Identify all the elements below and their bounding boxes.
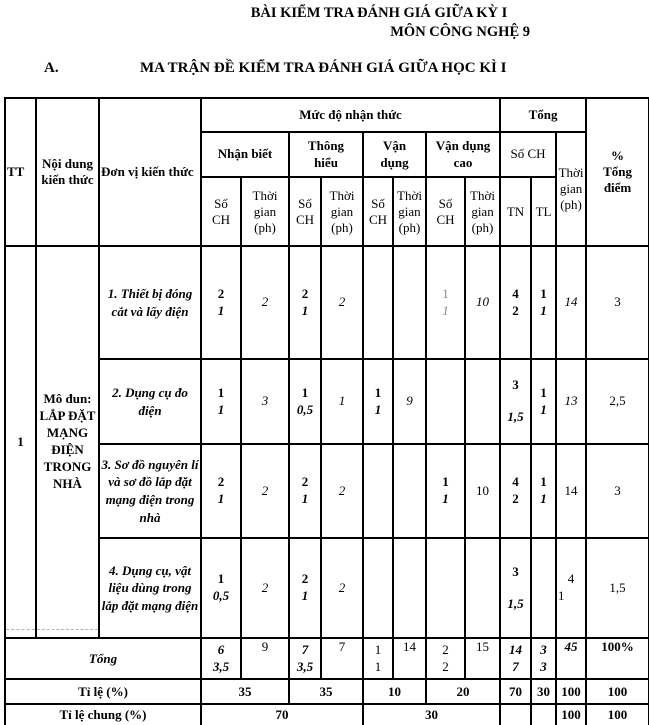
cell-value-line: 14 xyxy=(564,294,578,310)
cell-value-line: 2 xyxy=(338,294,346,310)
header-vd-so-ch: Số CH xyxy=(363,177,393,246)
cell-value-line: 3 xyxy=(614,482,621,498)
cell-r1-tg-total xyxy=(556,246,586,359)
common-rate-tn xyxy=(500,704,531,725)
content-knowledge-cell: Mô đun: LẮP ĐẶT MẠNG ĐIỆN TRONG NHÀ xyxy=(36,246,99,638)
rate-tn: 70 xyxy=(500,679,531,704)
cell-r2-vd-soch xyxy=(363,359,393,444)
cell-value-line: 0,5 xyxy=(296,401,314,417)
cell-value-line: 100% xyxy=(601,639,634,654)
cell-value-line: 3 xyxy=(540,658,547,674)
cell-r4-vdc-soch xyxy=(426,538,465,638)
cell-r3-tn xyxy=(500,444,531,538)
total-pct xyxy=(586,638,649,679)
cell-value-line: 2 xyxy=(338,482,346,498)
header-percent-total: % Tổng điểm xyxy=(586,98,649,246)
cell-value-line: 10 xyxy=(476,482,490,498)
cell-value-line: 14 xyxy=(564,482,578,498)
cell-value-line: 9 xyxy=(261,639,269,654)
cell-value-line: 1 xyxy=(301,302,309,318)
common-rate-nb-th: 70 xyxy=(201,704,363,725)
header-level-nhan-biet: Nhận biết xyxy=(201,132,289,177)
unit-cell-2: 2. Dụng cụ đo điện xyxy=(99,359,201,444)
cell-value-line: 1 xyxy=(301,491,309,506)
cell-r4-nb-tg xyxy=(241,538,289,638)
cell-r4-vd-soch xyxy=(363,538,393,638)
cell-value-line: 2 xyxy=(442,641,449,657)
cell-value-line: 1 xyxy=(540,302,547,318)
cell-value-line: 4 xyxy=(512,285,519,301)
header-unit-knowledge: Đơn vị kiến thức xyxy=(99,98,201,246)
cell-r2-th-tg xyxy=(321,359,363,444)
cell-value-line: 1 xyxy=(540,491,547,506)
cell-r1-vd-soch xyxy=(363,246,393,359)
cell-value-line: 1 xyxy=(374,401,382,417)
header-vdc-so-ch: Số CH xyxy=(426,177,465,246)
cell-r1-vdc-soch xyxy=(426,246,465,359)
cell-r1-tl xyxy=(531,246,556,359)
footer-rate-label: Tỉ lệ (%) xyxy=(5,679,201,704)
cell-value-line: 7 xyxy=(512,658,519,674)
header-tl: TL xyxy=(531,177,556,246)
cell-value-line: 1 xyxy=(374,658,382,674)
cell-value-line: 1 xyxy=(217,302,225,318)
cell-value-line: 1 xyxy=(442,491,449,506)
cell-value-line: 2 xyxy=(301,571,309,587)
cell-value-line: 2 xyxy=(512,302,519,318)
cell-value-line: 13 xyxy=(564,393,578,409)
cell-value-line: 3 xyxy=(261,393,269,409)
cell-r3-vdc-soch xyxy=(426,444,465,538)
exam-matrix-table xyxy=(4,97,649,725)
cell-value-line: 1 xyxy=(374,641,382,657)
cell-value-line: 1 xyxy=(540,401,547,417)
header-vdc-thoi-gian: Thời gian (ph) xyxy=(465,177,500,246)
header-th-thoi-gian: Thời gian (ph) xyxy=(321,177,363,246)
unit-cell-3: 3. Sơ đồ nguyên lí và sơ đồ lắp đặt mạng điện trong nhà xyxy=(99,444,201,538)
cell-value-line: 2 xyxy=(301,474,309,490)
total-vd-tg xyxy=(393,638,426,679)
cell-value-line: 45 xyxy=(564,639,578,654)
cell-r2-tg-total xyxy=(556,359,586,444)
header-content-knowledge: Nội dung kiến thức xyxy=(36,98,99,246)
header-total-thoi-gian: Thời gian (ph) xyxy=(556,132,586,246)
header-vd-thoi-gian: Thời gian (ph) xyxy=(393,177,426,246)
header-level-van-dung-cao: Vận dụng cao xyxy=(426,132,500,177)
cell-r2-pct xyxy=(586,359,649,444)
cell-r3-th-soch xyxy=(289,444,321,538)
cell-value-line: 2 xyxy=(261,482,269,498)
cell-r4-th-soch xyxy=(289,538,321,638)
cell-value-line: 2 xyxy=(338,579,346,595)
cell-value-line: 3 xyxy=(614,294,621,310)
cell-r4-tn xyxy=(500,538,531,638)
cell-value-line: 1 xyxy=(540,384,547,400)
cell-value-line: 2 xyxy=(512,491,519,506)
common-rate-tl xyxy=(531,704,556,725)
total-tl xyxy=(531,638,556,679)
unit-cell-4: 4. Dụng cụ, vật liệu dùng trong lắp đặt mạng điện xyxy=(99,538,201,638)
cell-r1-th-tg xyxy=(321,246,363,359)
cell-value-line: 4 xyxy=(567,571,575,587)
cell-r3-th-tg xyxy=(321,444,363,538)
total-vdc-soch xyxy=(426,638,465,679)
cell-r4-vdc-tg xyxy=(465,538,500,638)
cell-r1-vdc-tg xyxy=(465,246,500,359)
cell-r2-th-soch xyxy=(289,359,321,444)
cell-value-line: 3 xyxy=(540,641,547,657)
cell-value-line: 3 xyxy=(512,563,519,579)
cell-r4-nb-soch xyxy=(201,538,241,638)
cell-value-line: 1 xyxy=(301,384,309,400)
cell-value-line: 2 xyxy=(442,658,449,674)
cell-r1-pct xyxy=(586,246,649,359)
common-rate-vd-vdc: 30 xyxy=(363,704,500,725)
cell-r3-nb-soch xyxy=(201,444,241,538)
row-index-tt: 1 xyxy=(5,246,36,638)
rate-vd: 10 xyxy=(363,679,426,704)
cell-value-line: 1 xyxy=(442,474,449,490)
total-nb-soch xyxy=(201,638,241,679)
cell-r1-vd-tg xyxy=(393,246,426,359)
cell-r4-th-tg xyxy=(321,538,363,638)
header-th-so-ch: Số CH xyxy=(289,177,321,246)
header-total-so-ch: Số CH xyxy=(500,132,556,177)
cell-value-line: 1 xyxy=(301,588,309,603)
rate-nb: 35 xyxy=(201,679,289,704)
cell-value-line: 2 xyxy=(261,579,269,595)
cell-r3-vd-tg xyxy=(393,444,426,538)
header-tn: TN xyxy=(500,177,531,246)
cell-r2-vd-tg xyxy=(393,359,426,444)
cell-value-line: 15 xyxy=(476,639,490,654)
rate-tl: 30 xyxy=(531,679,556,704)
section-heading: MA TRẬN ĐỀ KIỂM TRA ĐÁNH GIÁ GIỮA HỌC KÌ I xyxy=(140,60,507,76)
cell-r2-vdc-tg xyxy=(465,359,500,444)
cell-value-line: 2 xyxy=(217,285,225,301)
cell-value-line: 7 xyxy=(301,641,309,657)
section-label: A. xyxy=(44,60,59,76)
cell-r2-vdc-soch xyxy=(426,359,465,444)
rate-th: 35 xyxy=(289,679,363,704)
cell-value-line: 2 xyxy=(261,294,269,310)
cell-r3-pct xyxy=(586,444,649,538)
cell-value-line: 1 xyxy=(374,384,382,400)
cell-value-line: 10 xyxy=(476,294,490,310)
cell-value-line: 2 xyxy=(301,285,309,301)
unit-cell-1: 1. Thiết bị đóng cắt và lấy điện xyxy=(99,246,201,359)
cell-r4-pct xyxy=(586,538,649,638)
common-rate-pct: 100 xyxy=(586,704,649,725)
section-heading-row xyxy=(44,60,506,77)
cell-value-line: 0,5 xyxy=(212,588,230,603)
cell-r1-tn xyxy=(500,246,531,359)
cell-r1-nb-soch xyxy=(201,246,241,359)
cell-value-line: 1 xyxy=(558,588,565,603)
cell-r3-vdc-tg xyxy=(465,444,500,538)
footer-common-rate-label: Tỉ lệ chung (%) xyxy=(5,704,201,725)
cell-value-line: 1 xyxy=(217,384,225,400)
cell-value-line: 14 xyxy=(403,639,416,654)
cell-value-line: 1 xyxy=(217,571,225,587)
rate-vdc: 20 xyxy=(426,679,500,704)
cell-value-line: 4 xyxy=(512,474,519,490)
cell-r4-tg-total xyxy=(556,538,586,638)
cell-value-line: 1 xyxy=(217,491,225,506)
total-vd-soch xyxy=(363,638,393,679)
cell-value-line: 1 xyxy=(442,302,449,318)
cell-value-line: 1 xyxy=(217,401,225,417)
header-nb-thoi-gian: Thời gian (ph) xyxy=(241,177,289,246)
common-rate-tg: 100 xyxy=(556,704,586,725)
cell-r3-vd-soch xyxy=(363,444,393,538)
cell-value-line: 1 xyxy=(540,474,547,490)
header-group-total: Tổng xyxy=(500,98,586,132)
cell-r2-nb-soch xyxy=(201,359,241,444)
cell-value-line: 1,5 xyxy=(507,409,524,424)
cell-value-line: 3,5 xyxy=(296,658,314,674)
cell-value-line: 1,5 xyxy=(609,579,626,595)
cell-r4-tl xyxy=(531,538,556,638)
cell-r1-th-soch xyxy=(289,246,321,359)
total-vdc-tg xyxy=(465,638,500,679)
title-line-2: MÔN CÔNG NGHỆ 9 xyxy=(390,24,530,40)
cell-value-line: 2,5 xyxy=(609,393,626,409)
cell-value-line: 1 xyxy=(338,393,346,409)
document-title xyxy=(228,5,530,41)
cell-value-line: 7 xyxy=(338,639,346,654)
footer-total-label: Tổng xyxy=(5,638,201,679)
total-th-soch xyxy=(289,638,321,679)
cell-r3-tl xyxy=(531,444,556,538)
cell-r2-tl xyxy=(531,359,556,444)
cell-value-line: 3 xyxy=(512,377,519,393)
total-nb-tg xyxy=(241,638,289,679)
cell-value-line: 14 xyxy=(509,641,523,657)
cell-r3-nb-tg xyxy=(241,444,289,538)
cell-r1-nb-tg xyxy=(241,246,289,359)
total-tn xyxy=(500,638,531,679)
cell-r4-vd-tg xyxy=(393,538,426,638)
header-level-van-dung: Vận dụng xyxy=(363,132,426,177)
cell-r3-tg-total xyxy=(556,444,586,538)
total-tg xyxy=(556,638,586,679)
cell-value-line: 1 xyxy=(442,285,449,301)
header-level-thong-hieu: Thông hiểu xyxy=(289,132,363,177)
cell-value-line: 9 xyxy=(406,393,413,409)
cell-value-line: 2 xyxy=(217,474,225,490)
cell-r2-tn xyxy=(500,359,531,444)
header-tt: TT xyxy=(5,98,36,246)
cell-value-line: 1,5 xyxy=(507,595,524,611)
cell-value-line: 6 xyxy=(217,641,225,657)
header-group-cognition-levels: Mức độ nhận thức xyxy=(201,98,500,132)
cell-r2-nb-tg xyxy=(241,359,289,444)
rate-tg: 100 xyxy=(556,679,586,704)
header-nb-so-ch: Số CH xyxy=(201,177,241,246)
rate-pct: 100 xyxy=(586,679,649,704)
total-th-tg xyxy=(321,638,363,679)
cell-value-line: 1 xyxy=(540,285,547,301)
cell-value-line: 3,5 xyxy=(212,658,230,674)
title-line-1: BÀI KIỂM TRA ĐÁNH GIÁ GIỮA KỲ I xyxy=(250,5,508,21)
